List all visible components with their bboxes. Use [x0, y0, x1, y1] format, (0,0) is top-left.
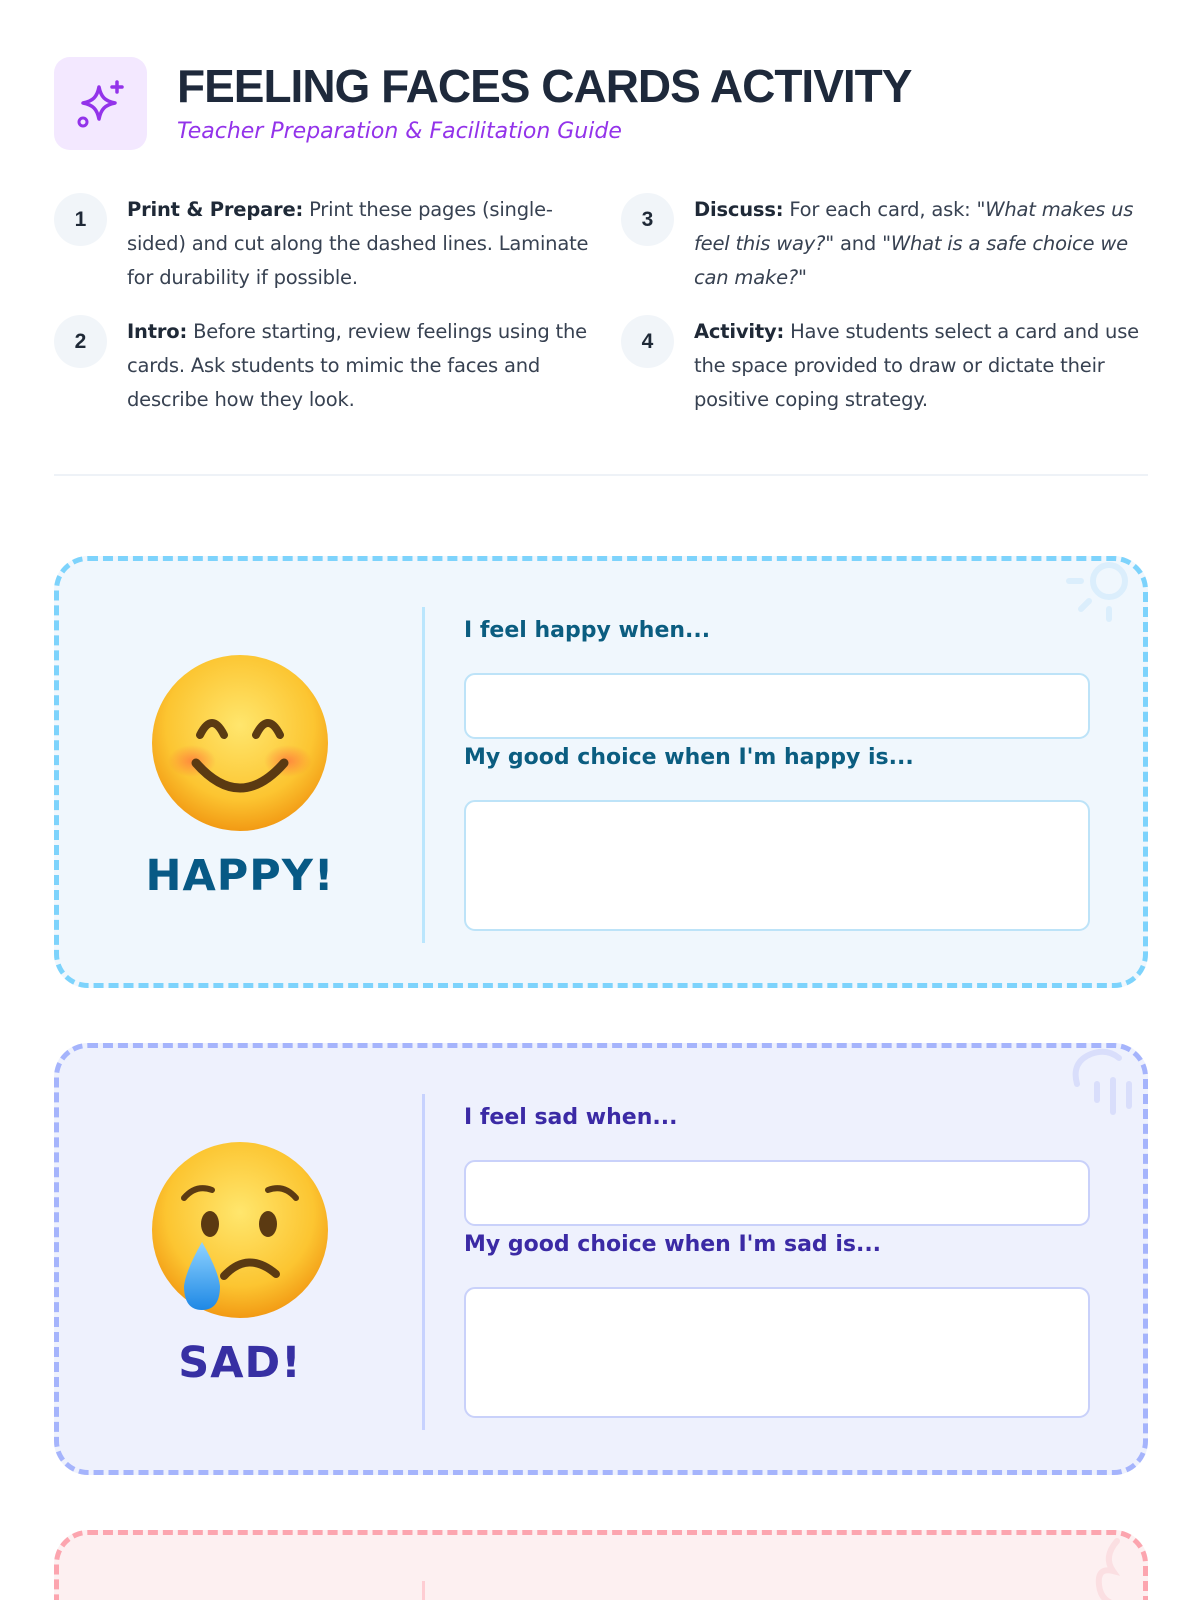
step-label: Discuss:: [694, 198, 784, 221]
section-divider: [54, 474, 1148, 476]
prompt-feel-when: I feel happy when...: [464, 618, 711, 643]
step-label: Print & Prepare:: [127, 198, 304, 221]
step-text: [694, 315, 1148, 417]
angry-card: [54, 1530, 1148, 1600]
step-label: Activity:: [694, 320, 785, 343]
step-number: 1: [54, 193, 107, 246]
prompt-good-choice: My good choice when I'm sad is...: [464, 1232, 882, 1257]
crying-face-icon: [150, 1140, 330, 1320]
emotion-name: HAPPY!: [145, 851, 335, 901]
prompt-good-choice: My good choice when I'm happy is...: [464, 745, 914, 770]
prompt-feel-when: I feel sad when...: [464, 1105, 678, 1130]
sad-card: [54, 1043, 1148, 1475]
page-header: [54, 57, 911, 150]
step-text: [694, 193, 1148, 295]
step-body: Have students select a card and use the space provided to draw or dictate their positive coping strategy.: [694, 320, 1139, 411]
logo-tile: [54, 57, 147, 150]
happy-card: [54, 556, 1148, 988]
emotion-column: [59, 561, 421, 983]
feel-when-field[interactable]: [464, 1160, 1090, 1226]
step-number: 2: [54, 315, 107, 368]
step-body: Print these pages (single-sided) and cut along the dashed lines. Laminate for durability if possible.: [127, 198, 589, 289]
step-number: 3: [621, 193, 674, 246]
step-body: For each card, ask:: [783, 198, 977, 221]
instruction-step: [621, 193, 1148, 295]
step-text: [127, 315, 592, 417]
sparkles-icon: [75, 78, 127, 130]
step-body: and: [834, 232, 883, 255]
card-divider: [422, 1094, 425, 1430]
step-label: Intro:: [127, 320, 188, 343]
card-divider: [422, 1581, 425, 1600]
step-quote: "What is a safe choice we can make?": [694, 232, 1128, 289]
flame-icon: [1057, 1530, 1147, 1600]
rain-cloud-icon: [1057, 1043, 1147, 1130]
smiling-face-icon: [150, 653, 330, 833]
instructions-list: [54, 193, 1148, 417]
step-quote: "What makes us feel this way?": [694, 198, 1134, 255]
instruction-step: [621, 315, 1148, 417]
card-divider: [422, 607, 425, 943]
instruction-step: [54, 193, 621, 295]
good-choice-field[interactable]: [464, 800, 1090, 931]
step-body: Before starting, review feelings using the cards. Ask students to mimic the faces and describe how they look.: [127, 320, 587, 411]
emotion-column: [59, 1048, 421, 1470]
sun-icon: [1057, 556, 1147, 643]
page-subtitle: Teacher Preparation & Facilitation Guide: [177, 119, 622, 144]
emotion-name: SAD!: [178, 1338, 302, 1388]
page-title: FEELING FACES CARDS ACTIVITY: [177, 60, 912, 112]
step-text: [127, 193, 592, 295]
instruction-step: [54, 315, 621, 417]
step-number: 4: [621, 315, 674, 368]
feel-when-field[interactable]: [464, 673, 1090, 739]
good-choice-field[interactable]: [464, 1287, 1090, 1418]
